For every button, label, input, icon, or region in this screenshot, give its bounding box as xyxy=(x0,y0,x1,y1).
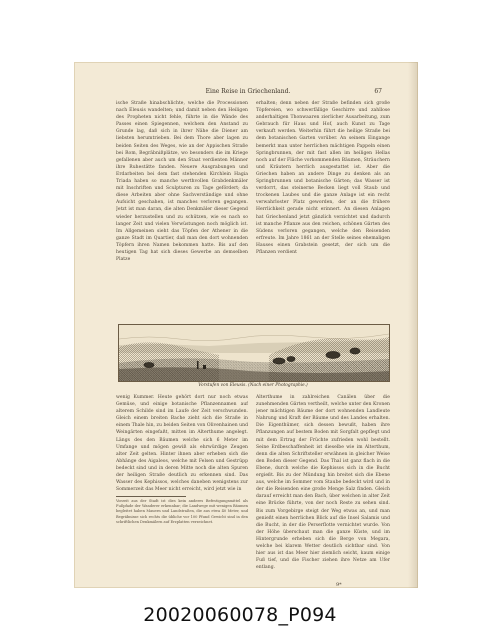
text-column-left-top: ische Straße hinabschlichte, welche die Processionen nach Eleusis wandelten; und damit neben den Heiligen des Propheten nicht fehle, führte in die Wände des Passes einen Spiegennen, welchem den Anstand zu Grunde lag, daß sich in ihrer Nähe die Diener am liebsten herumtrieben. Bei dem Thore aber lagen zu beiden Seiten des Weges, wie an der Appischen Straße bei Rom, Begräbnißplätze, wo besonders die im Kriege gefallenen aber auch um den Staat verdienten Männer ihre Ruhestätte fanden. Neuere Ausgrabungen und Erdarbeiten bei dem fast stehenden Kirchlein Hagia Triada haben so manche werthvollen Grabdenkmäler mit Inschriften und Sculpturen zu Tage gefördert; da diese Arbeiten aber ohne Sachverständige und ohne Aufsicht geschahen, ist manches verloren gegangen. Jetzt ist man daran, die alten Denkmäler dieser Gegend wieder herzustellen und zu schützen, wie es nach so langer Zeit und vielen Verwüstungen noch möglich ist. Im Allgemeinen sieht das Töpfen der Athener in die ganze Stadt im Quartier, daß man den dort wohnenden Töpfern ihren Namen bekommen hatte. Bis auf den heutigen Tag hat sich dieses Gewerbe an demselben Platze xyxy=(116,101,248,263)
text-column-left-bottom: wenig Kummer. Heute gehört dort nur noch etwas Gemüse, und einige botanische Pflanzennamen auf alterem Schilde sind im Laufe der Zeit verschwunden. Gleich einem breiten Bache zieht sich die Straße in einem Thale hin, zu beiden Seiten von Olivenhainen und Weingärten eingefaßt, mitten im Alterthume angelegt. Längs des den Bäumen welche sich 6 Meter im Umfange und mögen gewiß als ehrwürdige Zeugen alter Zeit gelten. Hinter ihnen aber erheben sich die Abhänge des Aigaleos, welche mit Felsen und Gestrüpp bedeckt sind und in deren Mitte noch die alten Spuren der heiligen Straße deutlich zu erkennen sind. Das Wasser des Kephissos, welches daneben wenigstens zur Sommerzeit das Meer nicht erreicht, wird jetzt wie in xyxy=(116,395,248,492)
landscape-engraving xyxy=(118,324,390,382)
running-head xyxy=(114,88,382,98)
engraving-drawing xyxy=(119,325,389,381)
signature-mark: 9* xyxy=(336,582,342,588)
footnote: Vorzeit aus der Stadt ist dies kein anderes Befestigungsmittel als Fußpfade der Wanderer erkennbar; die Landwege mit wenigen Bäumen begleitet haben Mauern und Landstraßen, die aus etwa 40 Meter, und Begräbnisse sich rechts die übliche vor 100 Pfund Gewicht sind in den schriftlichen Denkmälern auf Erzplatten verzeichnet. xyxy=(116,499,248,524)
scanned-page xyxy=(74,62,418,588)
text-column-right-top: erhalten; denn neben der Straße befinden sich große Töpfereien, wo schwerfällige Geschirre und zahllose anderhaltigen Thonwaaren zierlicher Ausarbeitung, zum Gebrauch für Haus und Hof, auch Kunst zu Tage verkauft werden. Weiterhin führt die heilige Straße bei dem botanischen Garten vorüber. An seinem Eingange bemerkt man unter herrlichen mächtigen Pappeln einen Springbrunnen, der mit fast allen im heiligen Hellas noch auf der Fläche vorkommenden Bäumen, Sträuchern und Kräutern herrlich ausgestattet ist. Aber die Griechen haben an andere Dinge zu denken als an Springbrunnen und botanische Gärten; das Wasser ist verdorrt, das steinerne Becken liegt voll Staub und trockenen Laubes und die ganze Anlage ist ein recht verwahrloster Platz geworden, der an die frühere Herrlichkeit gerade nicht erinnert. An diesen Anlagen hat Griechenland jetzt gänzlich verzichtet und dadurch ist manche Pflanze aus den reichen, schönen Gärten des Südens verloren gegangen, welche den Reisenden erfreute. Im Jahre 1861 an der Stelle seines ehemaligen Hauses einen Grabstein gesetzt, der sich um die Pflanzen verdient xyxy=(256,101,390,255)
page-number: 67 xyxy=(374,88,382,95)
running-title: Eine Reise in Griechenland. xyxy=(205,88,291,95)
text-column-right-bottom: Alterthume in zahlreichen Canälen über die zunehmenden Gärten vertheilt, welche unter den Kronen jener mächtigen Bäume der dort wohnenden Landleute Nahrung und Kraft der Bäume und des Landes erhalten. Die Eigenthümer, sich dessen bewußt, haben ihre Pflanzungen auf bestem Boden mit Sorgfalt gepflegt und mit dem Ertrag der Früchte zufrieden wohl bestellt. Seine Erdbeschaffenheit ist dieselbe wie im Alterthum, denn die alten Schriftsteller erwähnen in gleicher Weise den Boden dieser Gegend. Das Thal ist ganz flach in die Ebene, durch welche die Kephissos sich in die Bucht ergießt. Bis zu der Mündung hin breitet sich die Ebene aus, welche im Sommer vom Staube bedeckt wird und in der die Reisenden eine große Menge Salz finden. Gleich darauf erreicht man den Bach, über welchen in alter Zeit eine Brücke führte, von der noch Reste zu sehen sind. Bis zum Vorgebirge steigt der Weg etwas an, und man genießt einen herrlichen Blick auf die Insel Salamis und die Bucht, in der die Perserflotte vernichtet wurde. Von der Höhe überschaut man die ganze Küste, und im Hintergrunde erheben sich die Berge von Megara, welche bei klarem Wetter deutlich sichtbar sind. Von hier aus ist das Meer hier ziemlich seicht, kaum einige Fuß tief, und die Fischer ziehen ihre Netze am Ufer entlang. xyxy=(256,395,390,571)
archive-identifier: 20020060078_P094 xyxy=(143,604,337,626)
illustration-caption: Vorstufen von Eleusis. (Nach einer Photographie.) xyxy=(198,383,308,388)
footnote-divider xyxy=(116,496,186,497)
